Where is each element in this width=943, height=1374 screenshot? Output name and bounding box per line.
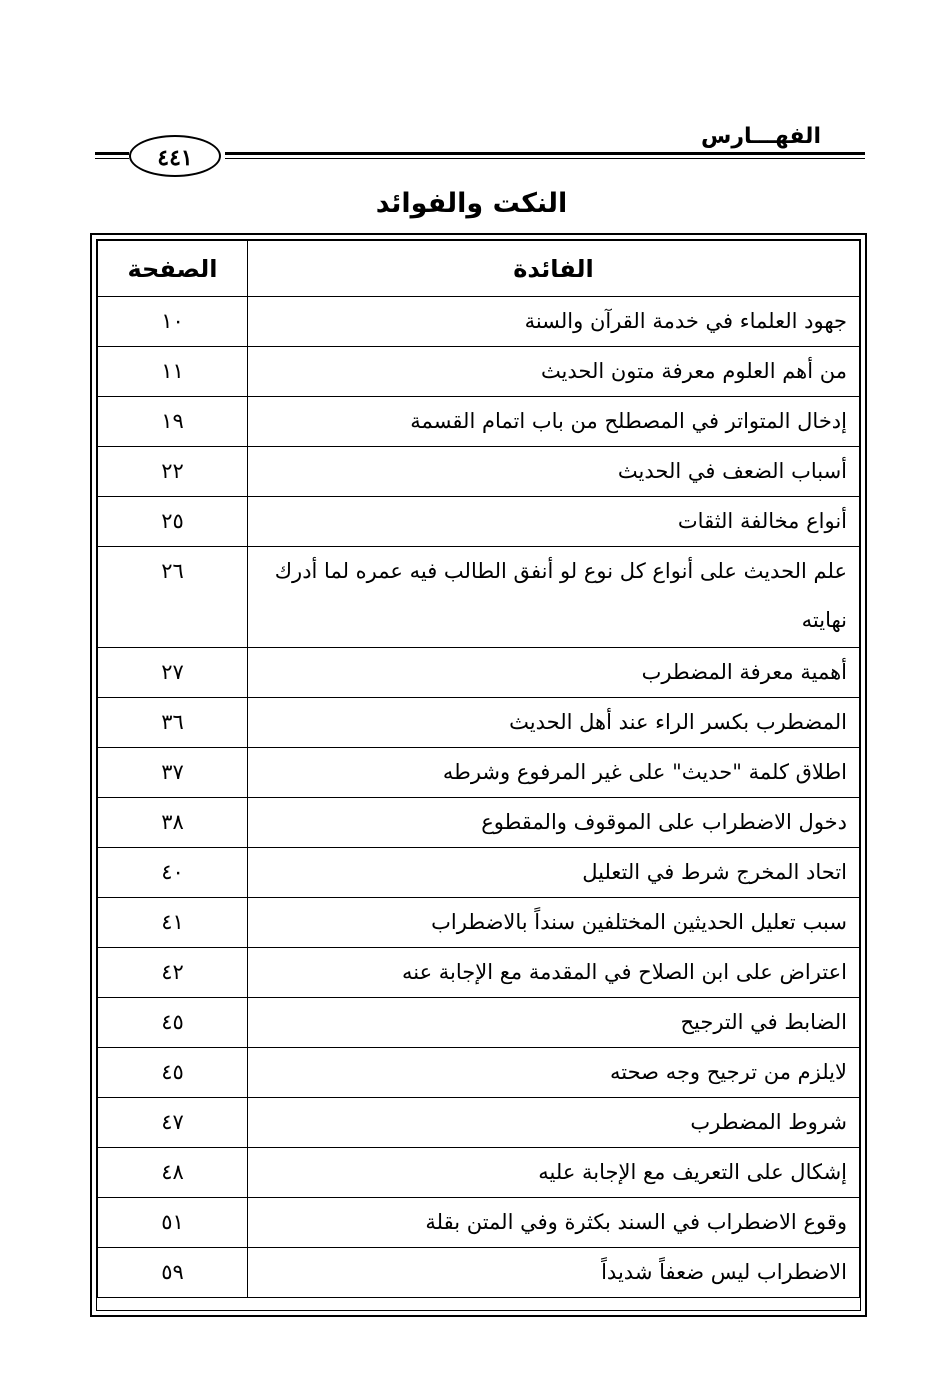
benefit-text: إدخال المتواتر في المصطلح من باب اتمام القسمة [248,397,860,447]
page-ref: ٤٧ [98,1098,248,1148]
header-rule-left [95,152,129,155]
table-row [98,998,860,1048]
page-header [0,0,943,200]
page-ref: ٤٠ [98,848,248,898]
benefit-text: دخول الاضطراب على الموقوف والمقطوع [248,798,860,848]
page-ref: ٣٧ [98,748,248,798]
benefit-text: اعتراض على ابن الصلاح في المقدمة مع الإجابة عنه [248,948,860,998]
benefit-text: اطلاق كلمة "حديث" على غير المرفوع وشرطه [248,748,860,798]
table-row [98,547,860,648]
benefit-text: شروط المضطرب [248,1098,860,1148]
table-row [98,347,860,397]
benefit-text: الاضطراب ليس ضعفاً شديداً [248,1248,860,1298]
table-row [98,898,860,948]
table-row [98,648,860,698]
page-ref: ٣٨ [98,798,248,848]
column-header-benefit: الفائدة [248,241,860,297]
index-table [97,240,860,1298]
table-row [98,1148,860,1198]
table-row [98,948,860,998]
benefit-text: لايلزم من ترجيح وجه صحته [248,1048,860,1098]
page-ref: ٢٧ [98,648,248,698]
benefit-text: المضطرب بكسر الراء عند أهل الحديث [248,698,860,748]
table-row [98,1048,860,1098]
benefit-text: اتحاد المخرج شرط في التعليل [248,848,860,898]
benefit-text: الضابط في الترجيح [248,998,860,1048]
table-row [98,848,860,898]
table-row [98,497,860,547]
benefit-text: أسباب الضعف في الحديث [248,447,860,497]
page-number: ٤٤١ [129,135,221,177]
page-ref: ٢٦ [98,547,248,648]
benefit-text: أنواع مخالفة الثقات [248,497,860,547]
page-ref: ١١ [98,347,248,397]
page-ref: ١٩ [98,397,248,447]
section-title: النكت والفوائد [375,188,568,219]
benefit-text: وقوع الاضطراب في السند بكثرة وفي المتن بقلة [248,1198,860,1248]
benefit-text: سبب تعليل الحديثين المختلفين سنداً بالاضطراب [248,898,860,948]
table-row [98,748,860,798]
table-row [98,297,860,347]
page-ref: ٤٢ [98,948,248,998]
table-row [98,447,860,497]
benefit-text: علم الحديث على أنواع كل نوع لو أنفق الطالب فيه عمره لما أدرك نهايته [248,547,860,648]
header-rule-left-thin [95,158,129,159]
page-ref: ١٠ [98,297,248,347]
table-row [98,798,860,848]
index-table-frame [90,233,867,1317]
running-title: الفهـــارس [700,124,821,149]
page-ref: ٢٢ [98,447,248,497]
benefit-text: إشكال على التعريف مع الإجابة عليه [248,1148,860,1198]
header-rule-right [225,152,865,155]
page-ref: ٥٩ [98,1248,248,1298]
page-ref: ٤١ [98,898,248,948]
benefit-text: أهمية معرفة المضطرب [248,648,860,698]
benefit-text: جهود العلماء في خدمة القرآن والسنة [248,297,860,347]
column-header-page: الصفحة [98,241,248,297]
table-row [98,397,860,447]
page-ref: ٢٥ [98,497,248,547]
header-rule-right-thin [225,158,865,159]
table-row [98,1198,860,1248]
table-row [98,1098,860,1148]
page-ref: ٥١ [98,1198,248,1248]
page-ref: ٤٨ [98,1148,248,1198]
benefit-text: من أهم العلوم معرفة متون الحديث [248,347,860,397]
page-ref: ٤٥ [98,998,248,1048]
table-row [98,698,860,748]
page-ref: ٣٦ [98,698,248,748]
index-table-inner-border [96,239,861,1311]
page-ref: ٤٥ [98,1048,248,1098]
table-row [98,1248,860,1298]
